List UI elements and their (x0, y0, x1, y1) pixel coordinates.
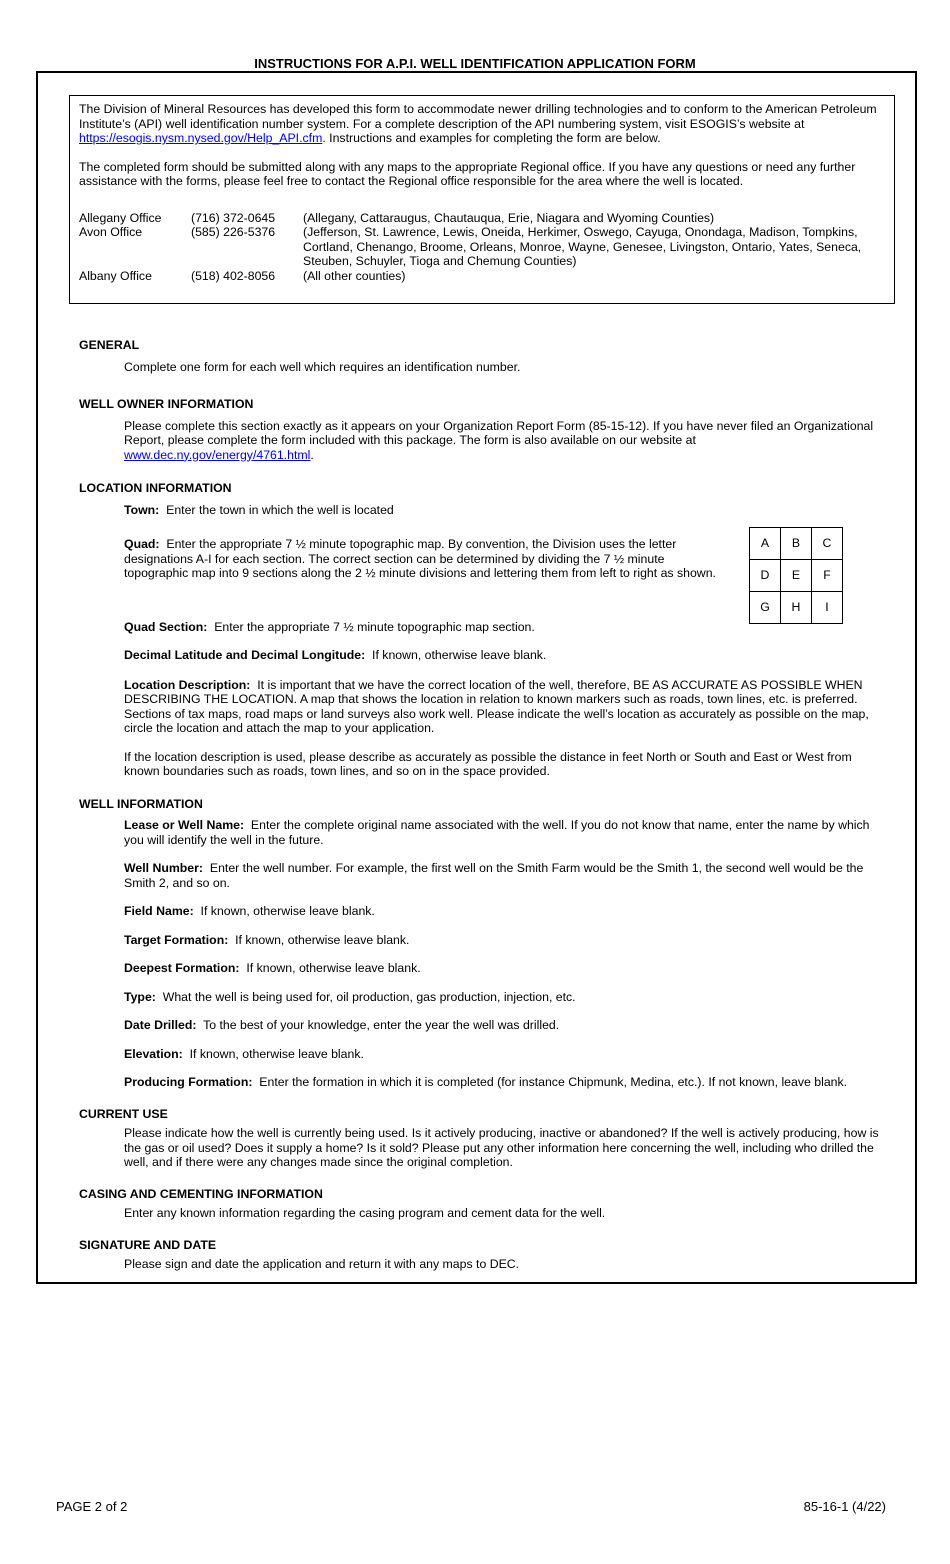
well-item-text: If known, otherwise leave blank. (246, 961, 421, 975)
owner-text (124, 419, 879, 463)
page-number: PAGE 2 of 2 (56, 1499, 128, 1514)
section-heading-well: WELL INFORMATION (79, 796, 203, 811)
section-heading-general: GENERAL (79, 338, 140, 352)
latlong-instruction (124, 648, 879, 663)
office-row (79, 269, 885, 284)
well-item-text: If known, otherwise leave blank. (189, 1046, 364, 1061)
latlong-text: If known, otherwise leave blank. (372, 648, 547, 662)
well-item-text: If known, otherwise leave blank. (235, 932, 410, 947)
offices-table (79, 211, 885, 284)
section-heading-owner: WELL OWNER INFORMATION (79, 397, 254, 411)
well-item (124, 1075, 879, 1090)
latlong-label: Decimal Latitude and Decimal Longitude: (124, 648, 366, 662)
casing-text: Enter any known information regarding the casing program and cement data for the well. (124, 1206, 606, 1220)
well-item (124, 990, 879, 1005)
section-heading-signature: SIGNATURE AND DATE (79, 1237, 217, 1252)
grid-cell: D (750, 560, 781, 592)
grid-cell: H (781, 592, 812, 624)
location-description-label: Location Description: (124, 677, 251, 692)
well-item (124, 961, 879, 976)
office-row (79, 211, 885, 226)
well-item (124, 904, 879, 919)
well-item-label: Lease or Well Name: (124, 818, 245, 832)
well-item (124, 818, 879, 847)
quad-section-grid (749, 527, 843, 624)
location-description-text: It is important that we have the correct location of the well, therefore, BE AS ACCURATE AS POSSIBLE WHEN DESCRIBING THE LOCATION. A map that shows the location in relation to known markers such as roads, town lines, etc. is preferred. Sections of tax maps, road maps or land surveys also work well. Please indicate the well’s location as accurately as possible on the map, circle the location and attach the map to your application. (124, 677, 869, 735)
office-name: Albany Office (79, 268, 152, 283)
grid-cell: F (812, 560, 843, 592)
well-item-label: Type: (124, 989, 156, 1004)
quad-section-label: Quad Section: (124, 619, 208, 634)
well-item-label: Field Name: (124, 904, 194, 918)
section-heading-casing: CASING AND CEMENTING INFORMATION (79, 1186, 323, 1201)
office-counties: (All other counties) (303, 268, 406, 283)
office-phone: (716) 372-0645 (191, 210, 276, 225)
well-item-label: Deepest Formation: (124, 961, 240, 975)
location-description-instruction (124, 678, 879, 736)
well-item (124, 1047, 879, 1062)
office-phone: (518) 402-8056 (191, 268, 276, 283)
well-item (124, 861, 879, 890)
esogis-link[interactable]: https://esogis.nysm.nysed.gov/Help_API.cfm (79, 131, 323, 145)
intro-paragraph-1 (79, 102, 885, 146)
office-row (79, 225, 885, 269)
intro-text-end: . Instructions and examples for completing the form are below. (322, 131, 661, 145)
office-counties: (Allegany, Cattaraugus, Chautauqua, Erie, Niagara and Wyoming Counties) (303, 210, 715, 225)
well-item-label: Well Number: (124, 861, 204, 875)
intro-box (69, 95, 895, 304)
page-title: INSTRUCTIONS FOR A.P.I. WELL IDENTIFICATION APPLICATION FORM (254, 56, 696, 71)
town-text: Enter the town in which the well is located (166, 502, 394, 517)
instructions-body (79, 338, 879, 1272)
current-use-text: Please indicate how the well is currently being used. Is it actively producing, inactive or abandoned? If the well is actively producing, how is the gas or oil used? Does it supply a home? Is it sold? Please put any other information here concerning the well, including who drilled the well, and if there were any changes made since the original completion. (124, 1126, 879, 1169)
well-item-label: Elevation: (124, 1046, 183, 1061)
dec-website-link[interactable]: www.dec.ny.gov/energy/4761.html (124, 447, 311, 462)
grid-cell: B (781, 528, 812, 560)
intro-paragraph-2: The completed form should be submitted along with any maps to the appropriate Regional office. If you have any questions or need any further assistance with the forms, please feel free to contact the Regional office responsible for the area where the well is located. (79, 159, 856, 188)
well-item-label: Date Drilled: (124, 1018, 197, 1032)
quad-section-text: Enter the appropriate 7 ½ minute topographic map section. (214, 619, 535, 634)
quad-instruction (124, 537, 730, 581)
grid-row (750, 592, 843, 624)
location-description-text-2: If the location description is used, please describe as accurately as possible the distance in feet North or South and East or West from known boundaries such as roads, town lines, and so on in the space provided. (124, 749, 852, 778)
well-item-text: Enter the complete original name associated with the well. If you do not know that name, enter the name by which you will identify the well in the future. (124, 818, 870, 847)
office-counties: (Jefferson, St. Lawrence, Lewis, Oneida, Herkimer, Oswego, Cayuga, Onondaga, Madison, Tompkins, Cortland, Chenango, Broome, Orleans, Monroe, Wayne, Genesee, Livingston, Ontario, Yates, Seneca, Steuben, Schuyler, Tioga and Chemung Counties) (303, 225, 862, 268)
town-instruction (124, 503, 879, 518)
section-heading-current-use: CURRENT USE (79, 1106, 168, 1121)
grid-cell: I (812, 592, 843, 624)
office-name: Allegany Office (79, 210, 162, 225)
quad-label: Quad: (124, 537, 160, 551)
town-label: Town: (124, 502, 160, 517)
grid-cell: A (750, 528, 781, 560)
well-item-label: Target Formation: (124, 932, 229, 947)
well-item-text: Enter the well number. For example, the first well on the Smith Farm would be the Smith 1, the second well would be the Smith 2, and so on. (124, 861, 864, 890)
owner-text-body: Please complete this section exactly as it appears on your Organization Report Form (85-15-12). If you have never filed an Organizational Report, please complete the form included with this package. The form is also available on our website at (124, 418, 874, 447)
quad-text: Enter the appropriate 7 ½ minute topographic map. By convention, the Division uses the letter designations A-I for each section. The correct section can be determined by dividing the 7 ½ minute topographic map into 9 sections along the 2 ½ minute divisions and lettering them from left to right as shown. (124, 537, 716, 580)
well-item (124, 1018, 879, 1033)
office-name: Avon Office (79, 225, 143, 239)
intro-text: The Division of Mineral Resources has developed this form to accommodate newer drilling technologies and to conform to the American Petroleum Institute’s (API) well identification number system. For a complete description of the API numbering system, visit ESOGIS’s website at (79, 102, 877, 131)
well-item-text: Enter the formation in which it is completed (for instance Chipmunk, Medina, etc.). If not known, leave blank. (259, 1075, 848, 1089)
section-heading-location: LOCATION INFORMATION (79, 481, 232, 495)
well-item-text: If known, otherwise leave blank. (200, 904, 375, 918)
office-phone: (585) 226-5376 (191, 225, 276, 239)
well-item (124, 933, 879, 948)
grid-row (750, 560, 843, 592)
well-item-text: What the well is being used for, oil production, gas production, injection, etc. (162, 989, 576, 1004)
form-number: 85-16-1 (4/22) (803, 1499, 886, 1514)
grid-row (750, 528, 843, 560)
grid-cell: E (781, 560, 812, 592)
owner-text-end: . (310, 447, 314, 462)
well-item-label: Producing Formation: (124, 1075, 253, 1089)
grid-cell: C (812, 528, 843, 560)
general-text: Complete one form for each well which requires an identification number. (124, 359, 521, 374)
grid-cell: G (750, 592, 781, 624)
well-item-text: To the best of your knowledge, enter the year the well was drilled. (203, 1018, 560, 1032)
signature-text: Please sign and date the application and return it with any maps to DEC. (124, 1257, 520, 1271)
